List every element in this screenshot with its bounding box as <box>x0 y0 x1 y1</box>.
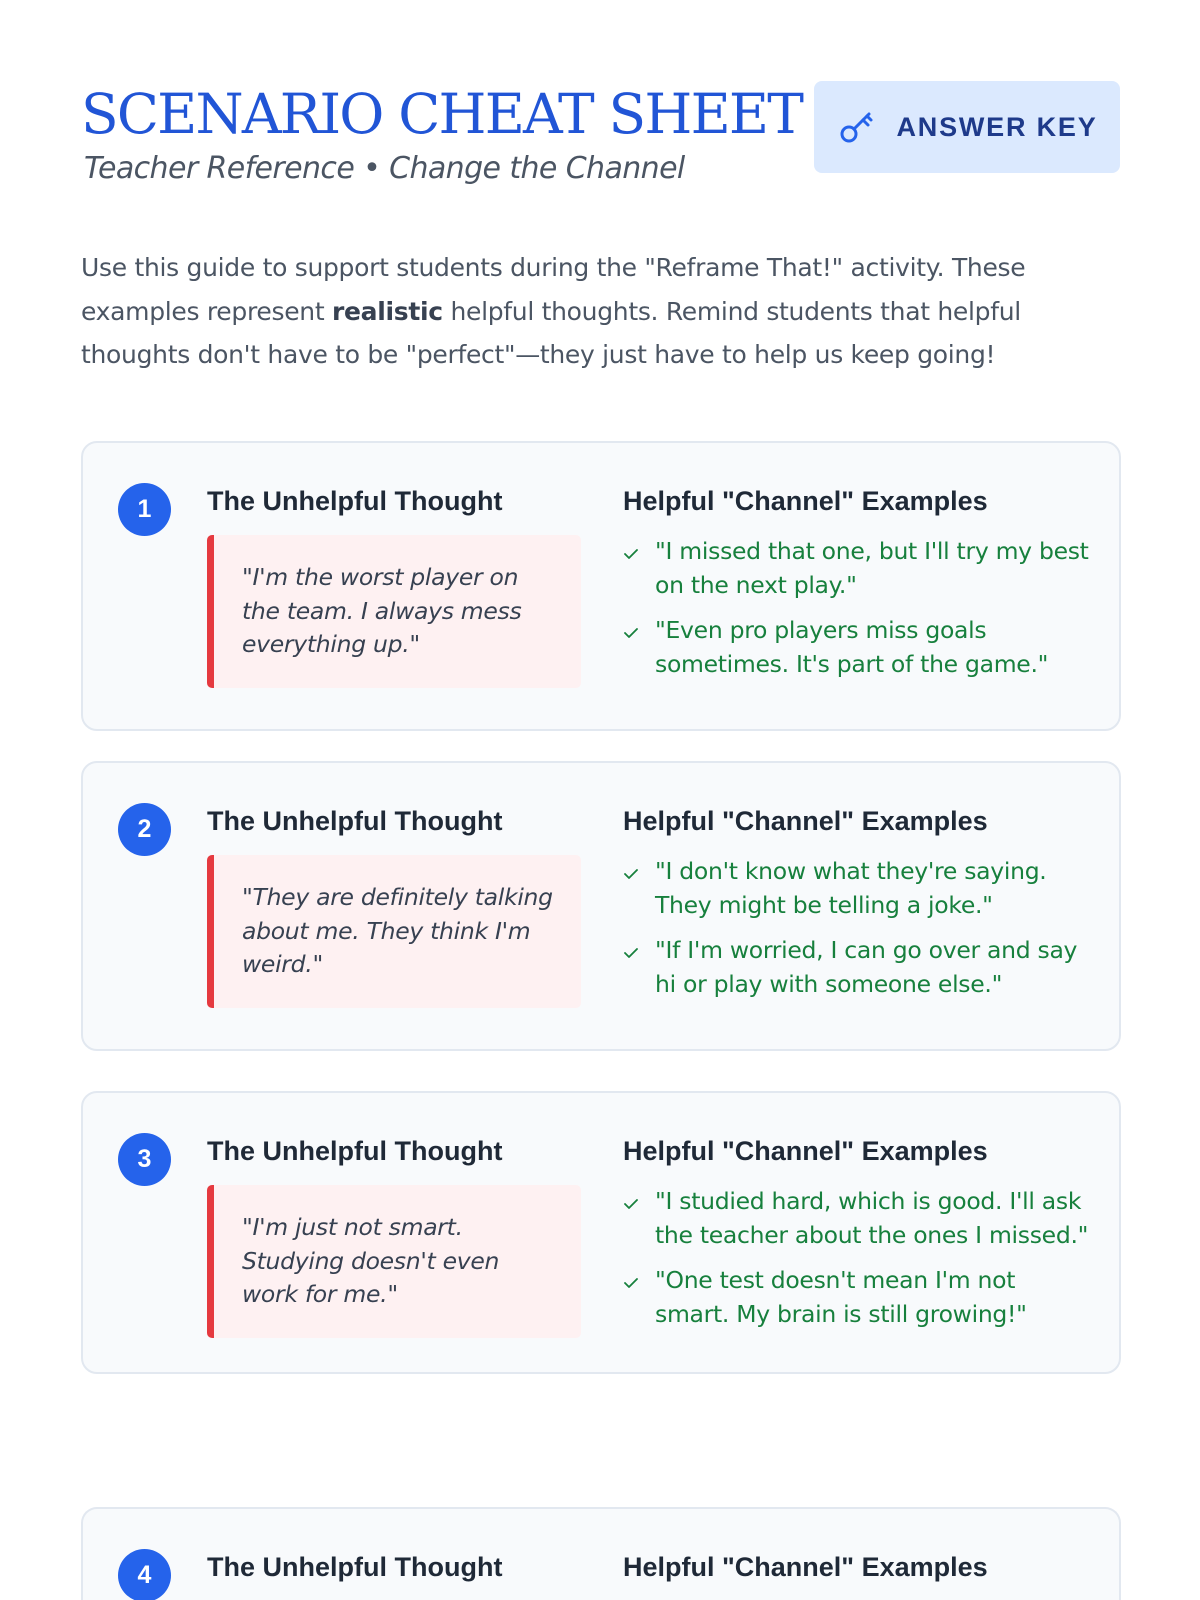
helpful-example <box>623 855 1093 922</box>
unhelpful-thought-quote: "I'm the worst player on the team. I always mess everything up." <box>207 535 581 688</box>
answer-key-label: ANSWER KEY <box>896 111 1098 142</box>
helpful-examples-heading: Helpful "Channel" Examples <box>623 1136 988 1166</box>
helpful-example <box>623 1264 1093 1331</box>
intro-paragraph <box>81 246 1121 377</box>
check-icon <box>623 947 639 959</box>
helpful-examples-heading: Helpful "Channel" Examples <box>623 486 988 516</box>
scenario-number: 1 <box>118 483 171 536</box>
unhelpful-thought-heading: The Unhelpful Thought <box>207 1136 503 1166</box>
unhelpful-thought-heading: The Unhelpful Thought <box>207 806 503 836</box>
intro-emphasis: realistic <box>331 296 443 326</box>
answer-key-button[interactable] <box>814 81 1120 173</box>
helpful-example-text: "If I'm worried, I can go over and say hi or play with someone else." <box>655 936 1078 998</box>
scenario-number: 4 <box>118 1549 171 1600</box>
scenario-card-4 <box>81 1507 1121 1600</box>
page-subtitle: Teacher Reference • Change the Channel <box>84 151 685 186</box>
intro-text-start: Use this guide to support students during the "Reframe That!" activity. These examples represent <box>81 253 1026 326</box>
helpful-example-text: "I don't know what they're saying. They might be telling a joke." <box>655 857 1047 919</box>
intro-text-end: helpful thoughts. Remind students that helpful thoughts don't have to be "perfect"—they just have to help us keep going! <box>81 296 1021 369</box>
helpful-example-text: "Even pro players miss goals sometimes. It's part of the game." <box>655 616 1049 678</box>
helpful-example-text: "I missed that one, but I'll try my best on the next play." <box>655 537 1089 599</box>
check-icon <box>623 1277 639 1289</box>
check-icon <box>623 548 639 560</box>
helpful-example <box>623 535 1093 602</box>
helpful-examples-heading: Helpful "Channel" Examples <box>623 1552 988 1582</box>
helpful-examples-list <box>623 535 1093 693</box>
unhelpful-thought-quote: "They are definitely talking about me. They think I'm weird." <box>207 855 581 1008</box>
scenario-card-3 <box>81 1091 1121 1374</box>
scenario-card-2 <box>81 761 1121 1051</box>
helpful-example <box>623 614 1093 681</box>
scenario-card-1 <box>81 441 1121 731</box>
helpful-example <box>623 1185 1093 1252</box>
check-icon <box>623 627 639 639</box>
helpful-example-text: "One test doesn't mean I'm not smart. My brain is still growing!" <box>655 1266 1027 1328</box>
helpful-example-text: "I studied hard, which is good. I'll ask the teacher about the ones I missed." <box>655 1187 1089 1249</box>
helpful-examples-list <box>623 1185 1093 1343</box>
helpful-examples-list <box>623 855 1093 1013</box>
page-title: SCENARIO CHEAT SHEET <box>81 82 803 146</box>
unhelpful-thought-quote: "I'm just not smart. Studying doesn't even work for me." <box>207 1185 581 1338</box>
check-icon <box>623 1198 639 1210</box>
scenario-number: 3 <box>118 1133 171 1186</box>
scenario-number: 2 <box>118 803 171 856</box>
unhelpful-thought-heading: The Unhelpful Thought <box>207 1552 503 1582</box>
unhelpful-thought-heading: The Unhelpful Thought <box>207 486 503 516</box>
helpful-example <box>623 934 1093 1001</box>
check-icon <box>623 868 639 880</box>
helpful-examples-heading: Helpful "Channel" Examples <box>623 806 988 836</box>
key-icon <box>836 107 876 147</box>
